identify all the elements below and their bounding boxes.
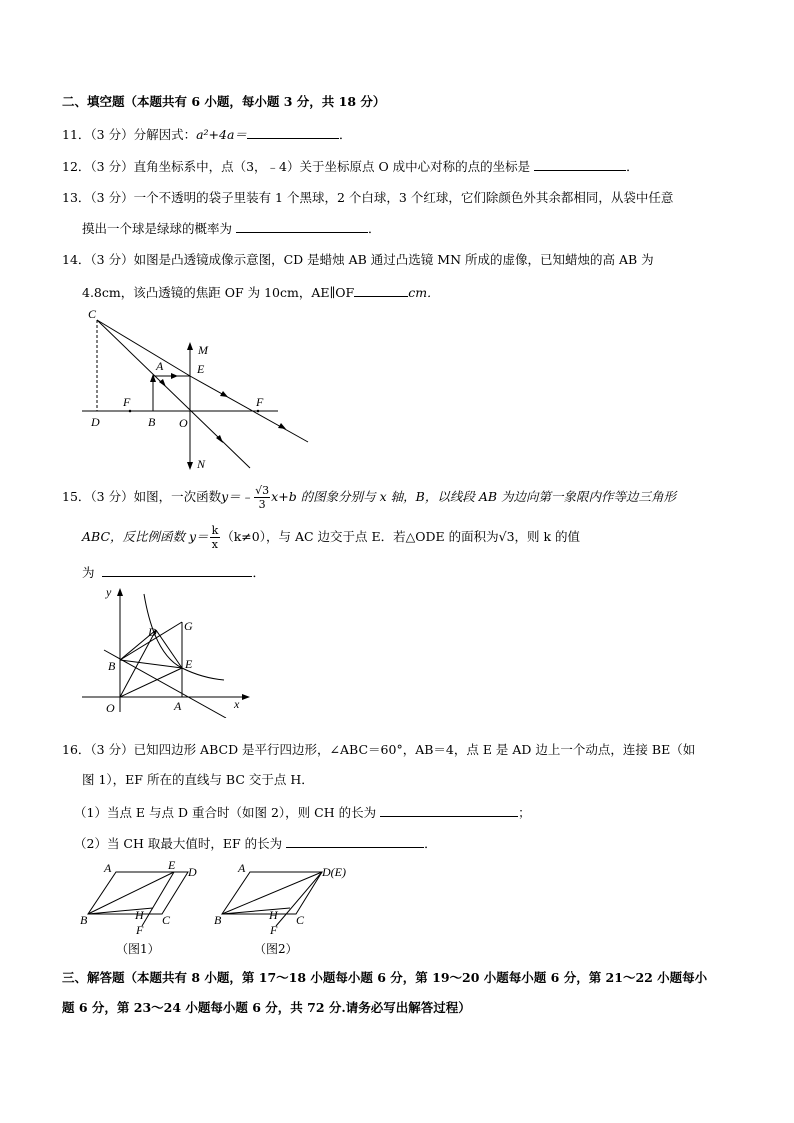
ray-ce xyxy=(97,320,190,376)
q16-sub1-text: （1）当点 E 与点 D 重合时（如图 2），则 CH 的长为 xyxy=(74,805,377,820)
figure-2-caption: （图2） xyxy=(254,942,298,956)
fig1-label-e: E xyxy=(168,858,176,872)
label-a: A xyxy=(174,699,182,713)
label-f2: F xyxy=(256,395,264,409)
figure-1-caption: （图1） xyxy=(116,942,160,956)
q16-sub2-end: ． xyxy=(424,836,437,851)
q15-frac-den: 3 xyxy=(258,498,266,511)
lens-diagram xyxy=(78,306,318,476)
label-c: C xyxy=(88,307,97,321)
q16-sub2-answer-blank[interactable] xyxy=(286,835,424,848)
question-12 xyxy=(62,158,639,175)
q15-abc: ABC，反比例函数 xyxy=(82,529,186,544)
q16-sub1-answer-blank[interactable] xyxy=(380,804,518,817)
q11-end: ． xyxy=(338,127,352,142)
label-x: x xyxy=(234,697,240,711)
q15-fraction-2 xyxy=(210,524,221,551)
segment-bh xyxy=(222,908,290,914)
section-2-heading: 二、填空题（本题共有 6 小题，每小题 3 分，共 18 分） xyxy=(62,94,386,109)
fig2-label-a: A xyxy=(238,861,246,875)
q12-end: ． xyxy=(626,159,639,174)
fig2-label-b: B xyxy=(214,913,222,927)
q13-answer-blank[interactable] xyxy=(236,220,368,233)
ray-ca-o xyxy=(97,320,250,468)
question-11 xyxy=(62,126,351,143)
q15-text-b: x+b 的图象分别与 x 轴，B，以线段 AB 为边向第一象限内作等边三角形 xyxy=(271,489,677,504)
label-a: A xyxy=(156,359,164,373)
fig1-label-a: A xyxy=(104,861,112,875)
lens-arrow-down xyxy=(187,462,193,470)
question-15-line-3 xyxy=(82,564,265,581)
q15-wei: 为 xyxy=(82,565,95,580)
q12-answer-blank[interactable] xyxy=(534,158,626,171)
fig1-label-f: F xyxy=(136,923,144,934)
q15-y: y＝ xyxy=(189,529,209,544)
label-g: G xyxy=(184,619,193,633)
fig1-label-b: B xyxy=(80,913,88,927)
section-3-heading-line-1: 三、解答题（本题共有 8 小题，第 17～18 小题每小题 6 分，第 19～20 小题每小题 6 分，第 21～22 小题每小 xyxy=(62,970,708,985)
label-o: O xyxy=(106,701,115,715)
fig2-label-c: C xyxy=(296,913,305,927)
question-13-line-1: 13．（3 分）一个不透明的袋子里装有 1 个黑球，2 个白球，3 个红球，它们除颜色外其余都相同，从袋中任意 xyxy=(62,190,674,205)
q16-sub1-end: ； xyxy=(518,805,531,820)
question-13-line-2 xyxy=(82,220,381,237)
section-3-heading-line-2: 题 6 分，第 23～24 小题每小题 6 分，共 72 分.请务必写出解答过程） xyxy=(62,1000,471,1015)
ray-ef xyxy=(190,376,308,442)
q15-fraction xyxy=(254,484,270,511)
label-o: O xyxy=(179,416,188,430)
question-15-line-2 xyxy=(82,524,580,551)
label-b: B xyxy=(108,659,116,673)
question-14-line-2 xyxy=(82,284,440,301)
question-16-line-2: 图 1），EF 所在的直线与 BC 交于点 H． xyxy=(82,772,314,787)
q15-answer-blank[interactable] xyxy=(102,564,252,577)
fig1-label-h: H xyxy=(135,908,144,922)
fig2-label-de: D(E) xyxy=(322,865,346,879)
q15-end: ． xyxy=(252,565,265,580)
q15-frac2-den: x xyxy=(211,538,218,551)
q13-text: 摸出一个球是绿球的概率为 xyxy=(82,221,233,236)
label-y: y xyxy=(106,585,112,599)
q11-answer-blank[interactable] xyxy=(247,126,339,139)
q15-text-a: 15．（3 分）如图，一次函数 xyxy=(62,489,222,504)
question-15-line-1 xyxy=(62,484,676,511)
question-16-line-1: 16．（3 分）已知四边形 ABCD 是平行四边形，∠ABC＝60°，AB＝4，点 E 是 AD 边上一个动点，连接 BE（如 xyxy=(62,742,696,757)
q15-text-c: （k≠0），与 AC 边交于点 E．若△ODE 的面积为 xyxy=(221,529,499,544)
fig2-label-f: F xyxy=(270,923,278,934)
q15-sqrt3: √3 xyxy=(498,529,515,544)
coordinate-diagram xyxy=(78,584,258,718)
q15-func: y＝﹣ xyxy=(221,489,254,504)
q14-unit: cm． xyxy=(408,285,440,300)
label-m: M xyxy=(198,343,208,357)
question-16-sub-2 xyxy=(74,835,437,852)
q14-answer-blank[interactable] xyxy=(354,284,408,297)
label-d: D xyxy=(91,415,100,429)
q15-text-d: ，则 k 的值 xyxy=(514,529,581,544)
q13-end: ． xyxy=(368,221,381,236)
question-14-line-1: 14．（3 分）如图是凸透镜成像示意图，CD 是蜡烛 AB 通过凸选镜 MN 所成的虚像，已知蜡烛的高 AB 为 xyxy=(62,252,654,267)
label-e: E xyxy=(185,657,193,671)
label-d: D xyxy=(148,625,157,639)
q12-text: 12．（3 分）直角坐标系中，点（3，﹣4）关于坐标原点 O 成中心对称的点的坐标是 xyxy=(62,159,531,174)
parallelogram-figure-1 xyxy=(80,858,210,934)
q16-sub2-text: （2）当 CH 取最大值时，EF 的长为 xyxy=(74,836,283,851)
q14-text: 4.8cm，该凸透镜的焦距 OF 为 10cm，AE∥OF xyxy=(82,285,355,300)
label-b: B xyxy=(148,415,156,429)
q15-frac2-num: k xyxy=(211,524,219,537)
lens-arrow-up xyxy=(187,342,193,350)
fig1-label-d: D xyxy=(188,865,197,879)
fig2-label-h: H xyxy=(269,908,278,922)
question-16-sub-1 xyxy=(74,804,531,821)
fig1-label-c: C xyxy=(162,913,171,927)
label-e: E xyxy=(197,362,205,376)
label-n: N xyxy=(197,457,206,471)
parallelogram-figure-2 xyxy=(214,858,364,934)
q15-frac-num: √3 xyxy=(255,484,270,497)
label-f1: F xyxy=(123,395,131,409)
q11-text: 11．（3 分）分解因式： xyxy=(62,127,197,142)
q11-expression: a²+4a＝ xyxy=(196,127,247,142)
